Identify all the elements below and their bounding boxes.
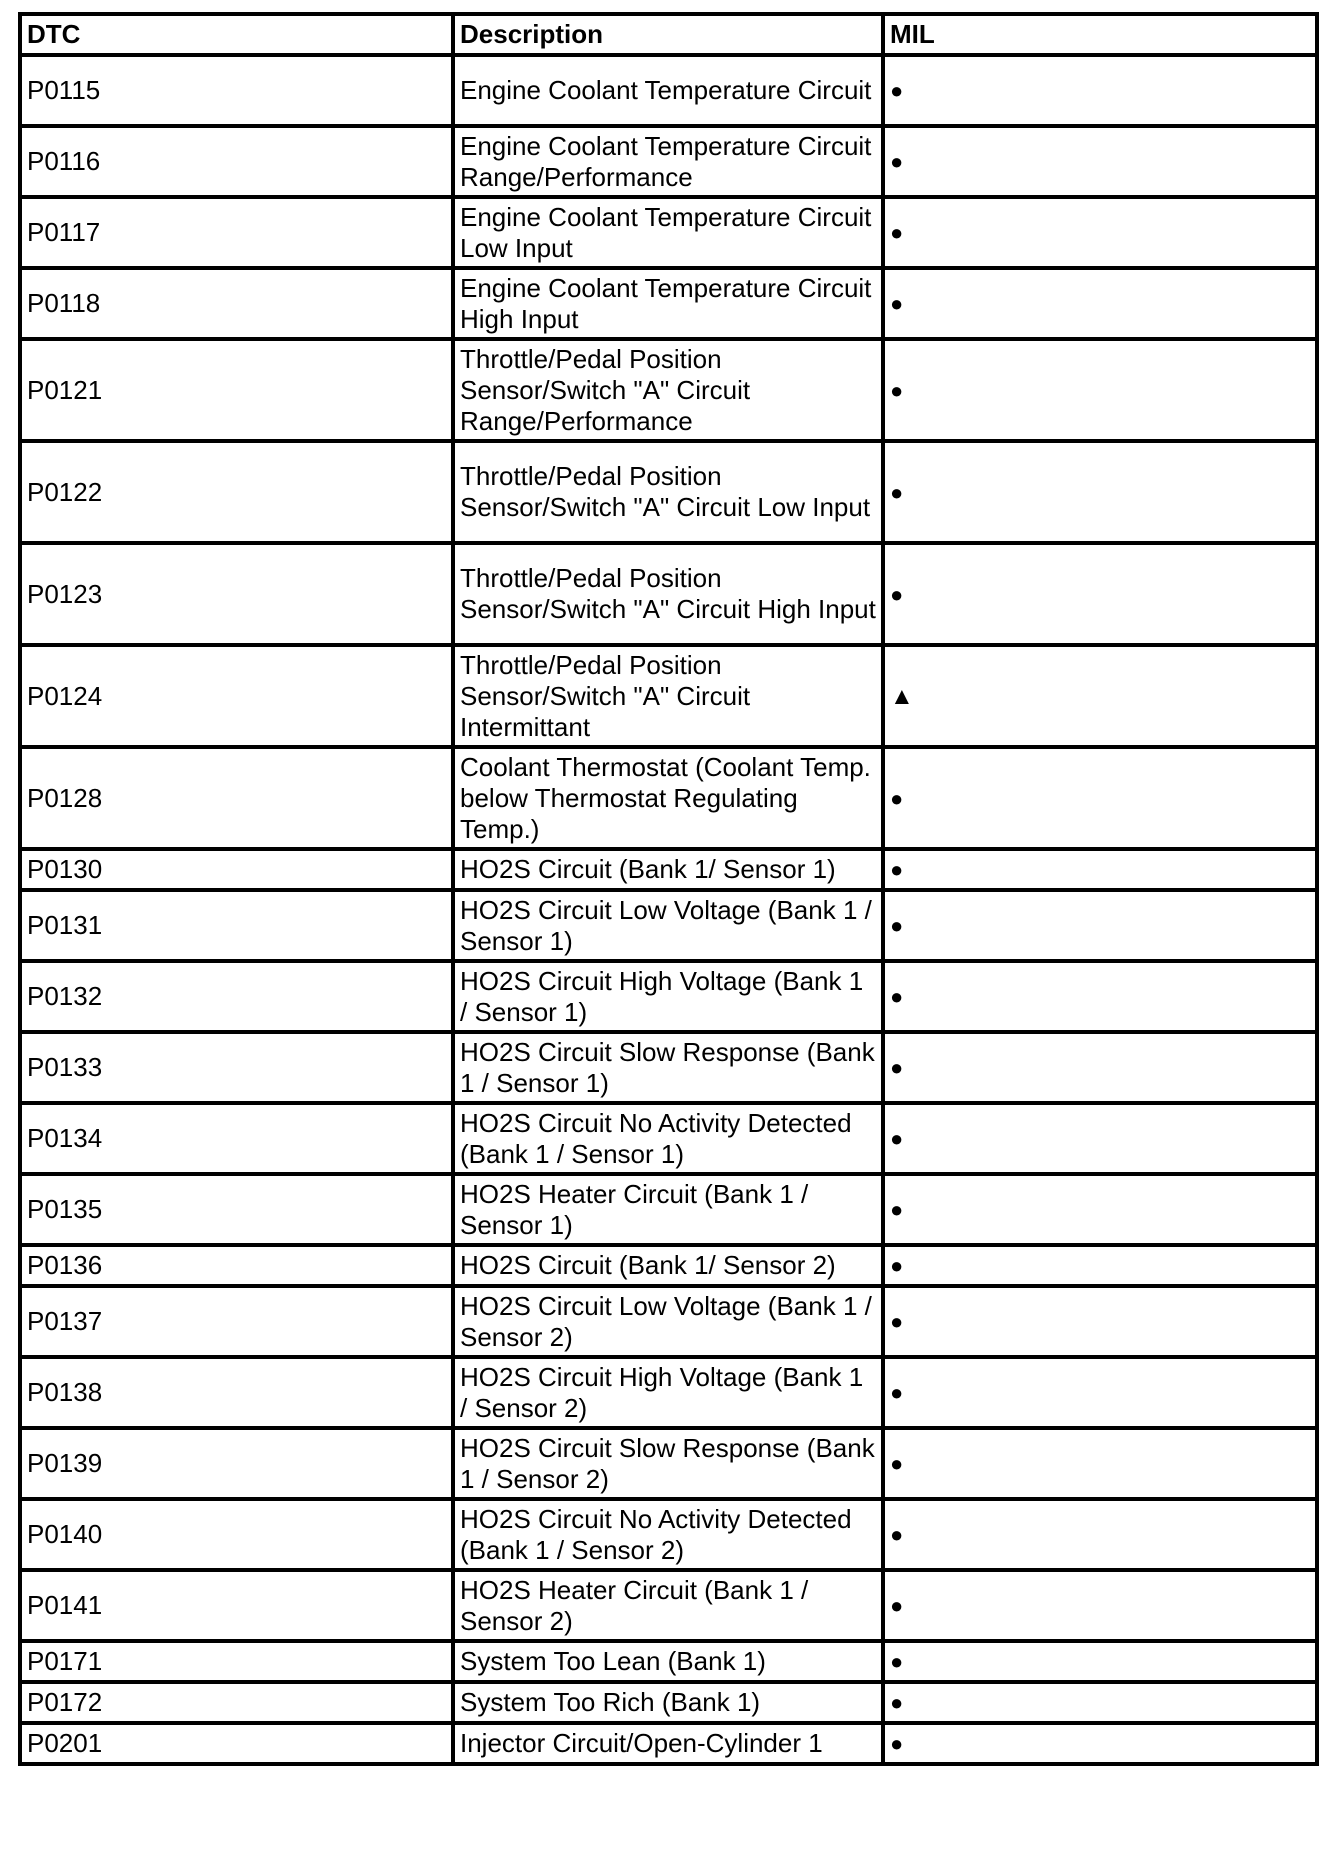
dtc-code-cell: P0123	[20, 543, 453, 645]
table-row	[20, 1723, 1317, 1764]
bullet-dot-icon: ●	[890, 1253, 904, 1278]
bullet-dot-icon: ●	[890, 785, 904, 811]
bullet-dot-icon: ●	[890, 1731, 904, 1756]
table-row	[20, 339, 1317, 441]
table-row	[20, 1570, 1317, 1641]
dtc-code-cell: P0172	[20, 1682, 453, 1723]
description-cell: HO2S Heater Circuit (Bank 1 / Sensor 1)	[453, 1174, 883, 1245]
bullet-dot-icon: ●	[890, 581, 904, 607]
mil-cell	[883, 961, 1317, 1032]
description-cell: Engine Coolant Temperature Circuit Range/Performance	[453, 126, 883, 197]
dtc-code-cell: P0201	[20, 1723, 453, 1764]
table-row	[20, 197, 1317, 268]
bullet-dot-icon: ●	[890, 1451, 904, 1476]
header-description: Description	[453, 14, 883, 55]
mil-cell	[883, 1682, 1317, 1723]
dtc-code-cell: P0116	[20, 126, 453, 197]
mil-cell	[883, 1286, 1317, 1357]
mil-cell	[883, 1499, 1317, 1570]
table-row	[20, 747, 1317, 849]
mil-cell	[883, 126, 1317, 197]
bullet-dot-icon: ●	[890, 1126, 904, 1151]
bullet-dot-icon: ●	[890, 1522, 904, 1547]
mil-cell	[883, 1641, 1317, 1682]
bullet-dot-icon: ●	[890, 1690, 904, 1715]
table-row	[20, 1174, 1317, 1245]
table-row	[20, 1245, 1317, 1286]
dtc-code-cell: P0130	[20, 849, 453, 890]
table-row	[20, 126, 1317, 197]
table-body	[20, 55, 1317, 1764]
mil-cell	[883, 55, 1317, 126]
table-row	[20, 849, 1317, 890]
mil-cell	[883, 1245, 1317, 1286]
description-cell: HO2S Circuit No Activity Detected (Bank 1 / Sensor 2)	[453, 1499, 883, 1570]
mil-cell	[883, 1723, 1317, 1764]
bullet-dot-icon: ●	[890, 857, 904, 882]
mil-cell	[883, 747, 1317, 849]
dtc-code-cell: P0118	[20, 268, 453, 339]
dtc-table	[18, 12, 1319, 1766]
mil-cell	[883, 1032, 1317, 1103]
bullet-dot-icon: ●	[890, 149, 904, 174]
bullet-dot-icon: ●	[890, 1309, 904, 1334]
description-cell: HO2S Circuit Slow Response (Bank 1 / Sensor 1)	[453, 1032, 883, 1103]
dtc-code-cell: P0141	[20, 1570, 453, 1641]
dtc-code-cell: P0115	[20, 55, 453, 126]
header-dtc: DTC	[20, 14, 453, 55]
bullet-dot-icon: ●	[890, 479, 904, 505]
dtc-code-cell: P0140	[20, 1499, 453, 1570]
table-row	[20, 1682, 1317, 1723]
table-row	[20, 1641, 1317, 1682]
bullet-dot-icon: ●	[890, 984, 904, 1009]
description-cell: Coolant Thermostat (Coolant Temp. below Thermostat Regulating Temp.)	[453, 747, 883, 849]
table-row	[20, 1357, 1317, 1428]
description-cell: HO2S Circuit (Bank 1/ Sensor 2)	[453, 1245, 883, 1286]
bullet-dot-icon: ●	[890, 913, 904, 938]
table-row	[20, 55, 1317, 126]
description-cell: HO2S Circuit No Activity Detected (Bank 1 / Sensor 1)	[453, 1103, 883, 1174]
mil-cell	[883, 543, 1317, 645]
bullet-dot-icon: ●	[890, 1380, 904, 1405]
table-row	[20, 961, 1317, 1032]
mil-cell	[883, 197, 1317, 268]
bullet-dot-icon: ●	[890, 1593, 904, 1618]
dtc-code-cell: P0131	[20, 890, 453, 961]
description-cell: System Too Lean (Bank 1)	[453, 1641, 883, 1682]
description-cell: Throttle/Pedal Position Sensor/Switch "A" Circuit Range/Performance	[453, 339, 883, 441]
dtc-code-cell: P0133	[20, 1032, 453, 1103]
mil-cell	[883, 339, 1317, 441]
bullet-dot-icon: ●	[890, 291, 904, 316]
mil-cell	[883, 1174, 1317, 1245]
mil-cell	[883, 645, 1317, 747]
mil-cell	[883, 268, 1317, 339]
dtc-code-cell: P0122	[20, 441, 453, 543]
mil-cell	[883, 1357, 1317, 1428]
description-cell: HO2S Circuit High Voltage (Bank 1 / Sensor 2)	[453, 1357, 883, 1428]
bullet-dot-icon: ●	[890, 1649, 904, 1674]
description-cell: HO2S Circuit Low Voltage (Bank 1 / Sensor 1)	[453, 890, 883, 961]
header-row	[20, 14, 1317, 55]
mil-cell	[883, 441, 1317, 543]
dtc-code-cell: P0139	[20, 1428, 453, 1499]
table-row	[20, 441, 1317, 543]
mil-cell	[883, 849, 1317, 890]
description-cell: HO2S Circuit High Voltage (Bank 1 / Sensor 1)	[453, 961, 883, 1032]
dtc-code-cell: P0171	[20, 1641, 453, 1682]
table-row	[20, 268, 1317, 339]
table-row	[20, 1428, 1317, 1499]
triangle-icon: ▲	[890, 682, 914, 710]
mil-cell	[883, 890, 1317, 961]
description-cell: Engine Coolant Temperature Circuit Low Input	[453, 197, 883, 268]
description-cell: HO2S Circuit (Bank 1/ Sensor 1)	[453, 849, 883, 890]
dtc-code-cell: P0117	[20, 197, 453, 268]
header-mil: MIL	[883, 14, 1317, 55]
description-cell: Engine Coolant Temperature Circuit High Input	[453, 268, 883, 339]
description-cell: Throttle/Pedal Position Sensor/Switch "A" Circuit High Input	[453, 543, 883, 645]
description-cell: Throttle/Pedal Position Sensor/Switch "A" Circuit Intermittant	[453, 645, 883, 747]
dtc-code-cell: P0132	[20, 961, 453, 1032]
table-row	[20, 890, 1317, 961]
bullet-dot-icon: ●	[890, 78, 904, 103]
mil-cell	[883, 1428, 1317, 1499]
mil-cell	[883, 1103, 1317, 1174]
bullet-dot-icon: ●	[890, 220, 904, 245]
dtc-code-cell: P0138	[20, 1357, 453, 1428]
mil-cell	[883, 1570, 1317, 1641]
table-row	[20, 1499, 1317, 1570]
table-row	[20, 1286, 1317, 1357]
description-cell: Engine Coolant Temperature Circuit	[453, 55, 883, 126]
description-cell: System Too Rich (Bank 1)	[453, 1682, 883, 1723]
table-row	[20, 543, 1317, 645]
table-row	[20, 1103, 1317, 1174]
dtc-code-cell: P0124	[20, 645, 453, 747]
bullet-dot-icon: ●	[890, 377, 904, 403]
dtc-code-cell: P0137	[20, 1286, 453, 1357]
table-row	[20, 1032, 1317, 1103]
dtc-code-cell: P0121	[20, 339, 453, 441]
dtc-code-cell: P0135	[20, 1174, 453, 1245]
description-cell: Injector Circuit/Open-Cylinder 1	[453, 1723, 883, 1764]
bullet-dot-icon: ●	[890, 1055, 904, 1080]
table-row	[20, 645, 1317, 747]
dtc-code-cell: P0136	[20, 1245, 453, 1286]
dtc-code-cell: P0128	[20, 747, 453, 849]
description-cell: HO2S Heater Circuit (Bank 1 / Sensor 2)	[453, 1570, 883, 1641]
description-cell: HO2S Circuit Slow Response (Bank 1 / Sensor 2)	[453, 1428, 883, 1499]
bullet-dot-icon: ●	[890, 1197, 904, 1222]
dtc-code-cell: P0134	[20, 1103, 453, 1174]
description-cell: Throttle/Pedal Position Sensor/Switch "A" Circuit Low Input	[453, 441, 883, 543]
description-cell: HO2S Circuit Low Voltage (Bank 1 / Sensor 2)	[453, 1286, 883, 1357]
